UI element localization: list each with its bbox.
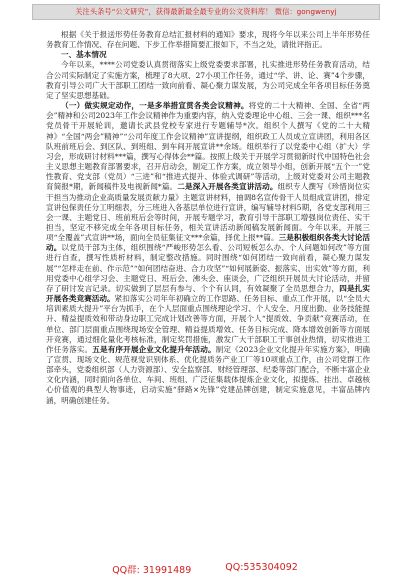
paragraph-text: 组织专人撰写《珍惜岗位实干担当为推动企业高质量发展贡献力量》主题宣讲材料，抽调8名宣传骨干人员组成宣讲团，排定宣讲包保责任分工明细表，分三班进入各基层单位进行宣讲，编写辅导材料5期，各党支部利用三会一课、主题党日、班前班后会等时间，开展专题学习，教育引导干部职工增强岗位责任、实干担当，坚定不移完成全年各项目标任务，相关宣讲活动新闻稿发展新闻面。今年以来，开展三项“全覆盖”式宣讲**场，面向全员征集征文***余篇，择优上报**篇。 — [46, 182, 370, 243]
qq-text: QQ:535304092 — [225, 562, 298, 573]
subheading-2: 二是深入开展各类宣讲活动。 — [177, 182, 278, 192]
paragraph-text: 紧扣落实公司年年初确立的工作思路、任务目标、重点工作开展，以“全员大培训素质大提升”平台为抓手，在个人层面重点围绕理论学习、个人安全、月度出勤、业务技能提升、精益提质效和带动身边职工完成计划改善等方面，开展个人“提质效、争贡献”竞赛活动，在单位、部门层面重点围绕现场安全管理、精益提质增效、任务目标完成、降本增效创新等方面展开竞赛，通过细化量化考核标准，制定奖罚措施，激发广大干部职工干事创业热情，切实推进工作任务落实。 — [46, 294, 370, 354]
intro-paragraph — [46, 30, 370, 50]
paragraph-text: 制定《2023企业文化提升年实施方案》，明确了宣贯、现场文化、规范视觉识别体系、优化提质务产业工厂等10项重点工作，由公司党群工作部牵头，党委组织部（人力资源部）、安全监察部、财经管理部、纪委等部门配合，不断丰富企业文化内涵，同时面向各单位、车间、班组、广泛征集载体提炼企业文化，拟提炼、挂出、卓越核心价值观的典型人物事迹，启动实施“驿路×先锋”党建品牌创建，制定实施意见，丰富品牌内涵，明确创建任务。 — [46, 344, 370, 405]
paragraph-text: 根据《关于报送形势任务教育总结汇报材料的通知》要求，现将今年以来公司上半年形势任务教育工作情况、存在问题、下步工作举措简要汇报如下，不当之处，请批评指正。 — [46, 30, 370, 50]
subheading-4: 四是扎实开展各类竞赛活动。 — [46, 283, 370, 304]
document-body — [46, 30, 370, 550]
paragraph-text: 今年以来，****公司党委认真贯彻落实上级党委要求部署，扎实推进形势任务教育活动，结合公司实际制定了实施方案，梳理了8大项、27小项工作任务，通过“学、讲、论、赛”4个步骤，教育引导公司广大干部职工团结一致向前看、凝心聚力谋发展，为公司完成全年各项目标任务奠定了坚实思想基础。 — [46, 60, 370, 100]
paragraph-text: 将党的二十大精神、全国、全省“两会”精神和公司2023年工作会议精神作为重要内容，纳入党委理论中心组、三会一课、组织***名党员骨干开展轮训，邀请长武县党校专家进行专题辅导*次。组织个人撰写《党的二十大精神》“全国“两会”精神”“公司年度工作会议精神”宣讲提纲，组织政工人员成立宣讲团，利用各区队班前班后会、到区队、到班组、到车间开展宣讲**余场。组织举行了以党委中心组（扩大）学习会，形成研讨材料***篇，撰写心得体会**篇。按照上级关于开展学习贯彻新时代中国特色社会主义思想主题教育部署要求，召开启动会，制定工作方案，成立领导小组，创新开展“五个一”党性教育、党支部（党员）“三进”和“推进式提升、体验式调研”等活动，上级对党委对公司主题教育简报*期，新闻稿件及电视新闻*篇。 — [46, 101, 370, 192]
footer-contact — [40, 562, 370, 576]
top-banner — [32, 4, 380, 20]
qq-group-text: QQ群: 31991489 — [112, 565, 192, 576]
subheading-1: （一）做实规定动作，一是多举措宣贯各类会议精神。 — [61, 101, 249, 111]
subheading-5: 五是有序开展企业文化提升年活动。 — [92, 344, 216, 354]
actions-paragraph — [46, 101, 370, 406]
banner-text: 关注头条号“公文研究”，获得最新最全最专业的公文资料库！ 微信：gongwenyj — [75, 7, 337, 16]
heading-text: 一、基本情况 — [61, 50, 107, 60]
section-heading — [46, 50, 370, 60]
paragraph-text: 以党员干部为主体，组织围绕“严峻形势怎么看、公司短板怎么办、个人问题如何改”等方面进行自查，撰写性质析材料，制定整改措施。同时围绕“如何团结一致向前看，凝心聚力谋发展”“怎样走在前、作示范”“如何团结奋进、合力攻坚”“如何展新姿、振落实、出实效”等方面，利用党委中心组学习会、主题党日、班后会、沸头会、座谈会，广泛组织开展员大讨论活动，并留存了研讨发言记录。切实做到了层层有参与、个个有认同，有效凝聚了全员思想合力， — [46, 243, 370, 293]
subheading-3: 三是积极组织各类大讨论活动。 — [46, 233, 370, 253]
summary-paragraph — [46, 60, 370, 101]
